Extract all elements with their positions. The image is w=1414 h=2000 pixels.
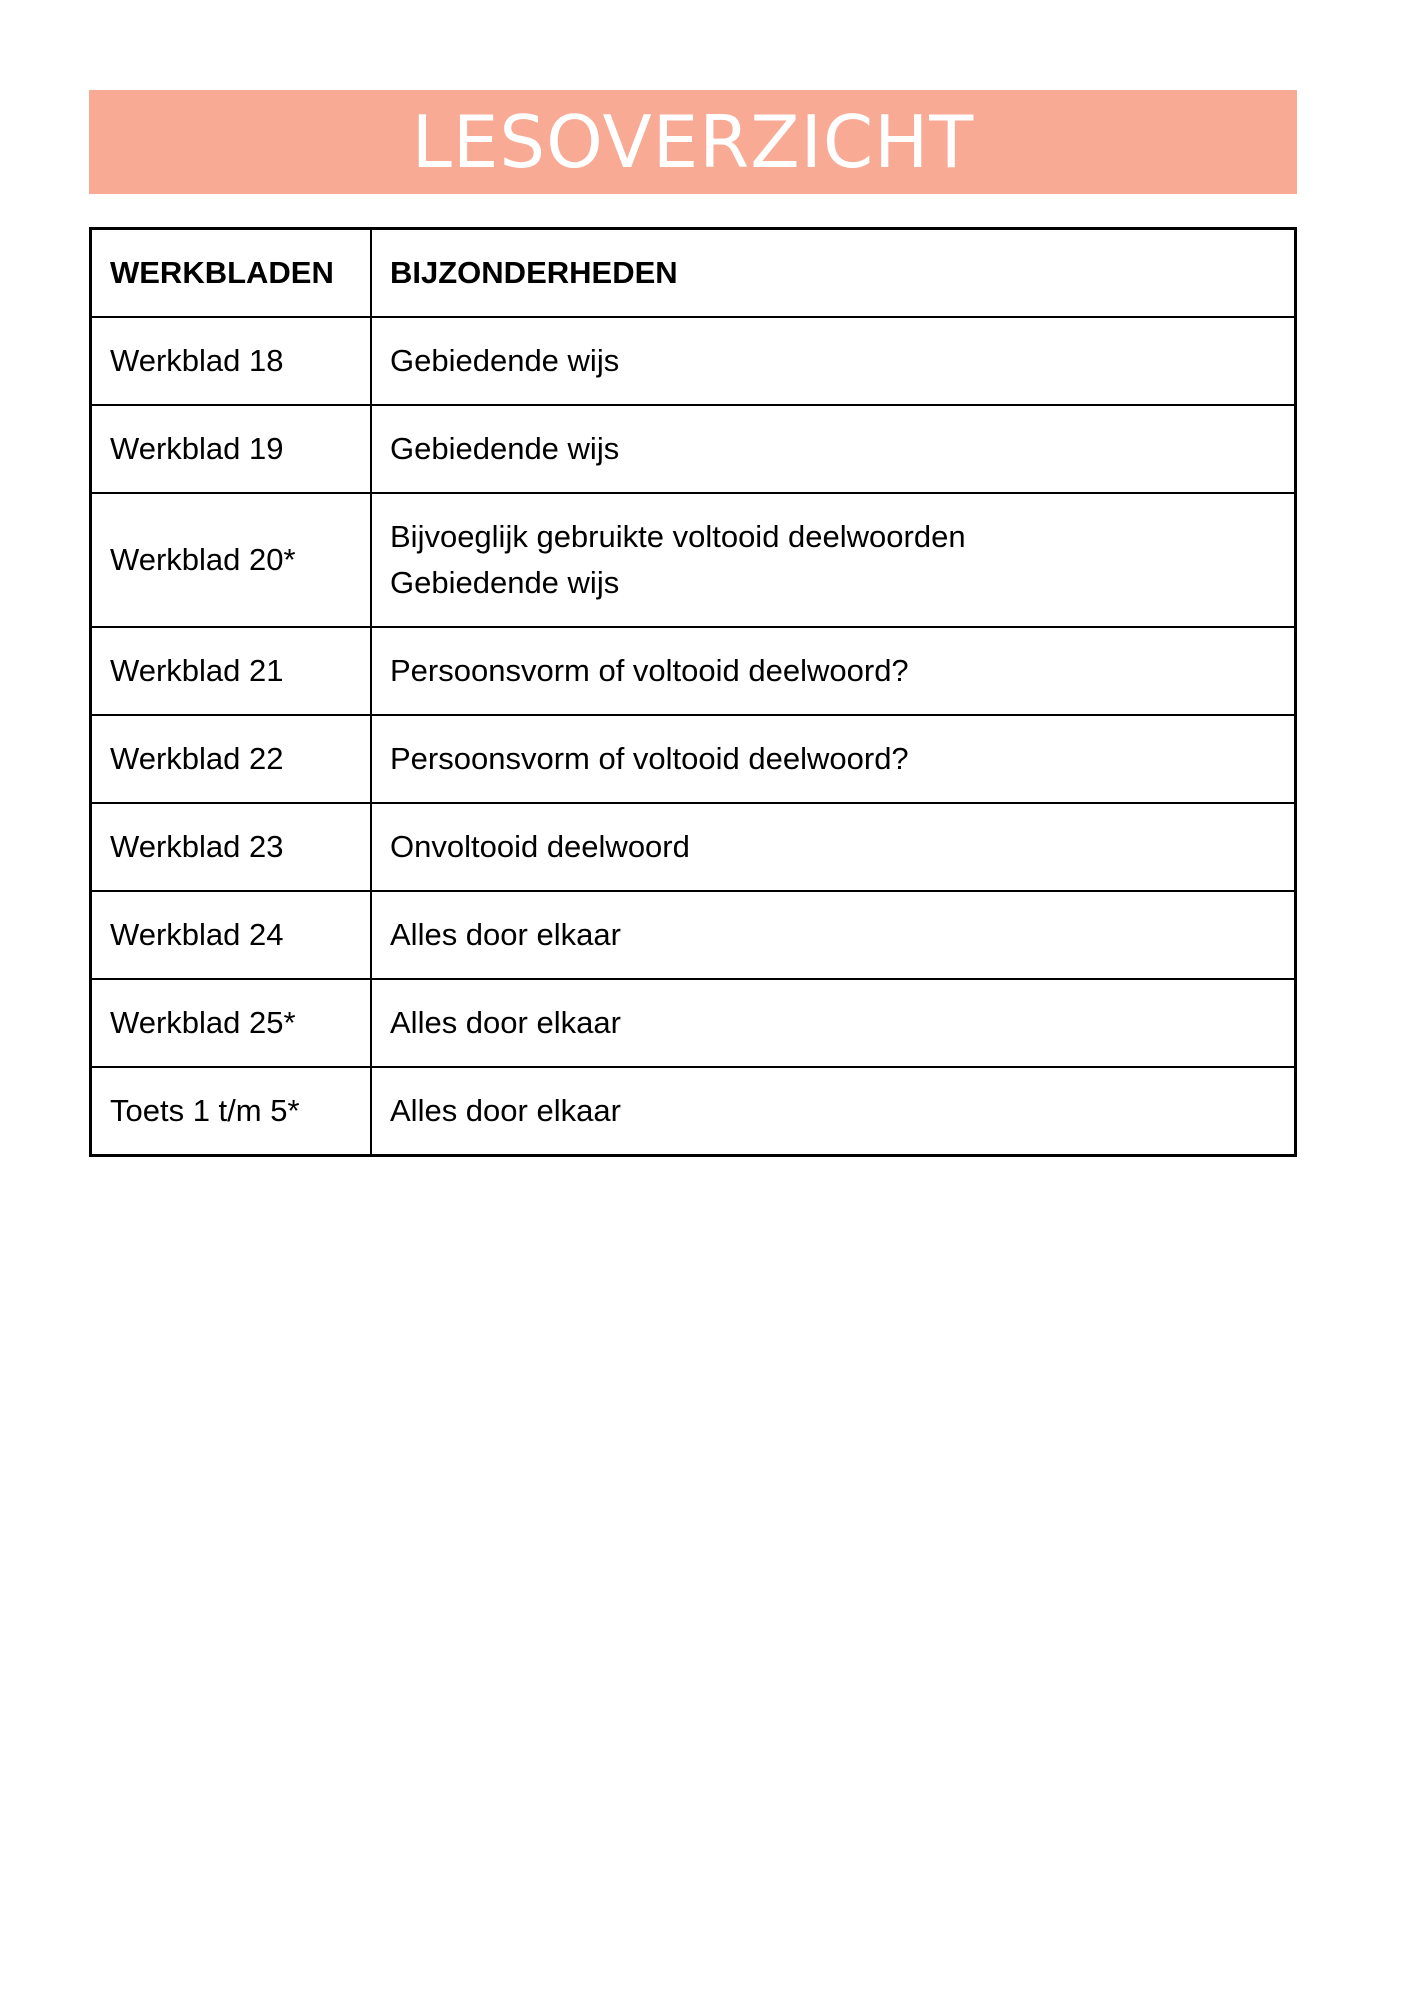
details-line: Gebiedende wijs (390, 431, 620, 466)
worksheet-cell: Werkblad 25* (91, 979, 372, 1067)
title-banner (89, 90, 1297, 194)
table-row (91, 1067, 1296, 1156)
table-row (91, 405, 1296, 493)
details-cell (371, 803, 1296, 891)
page-title: LESOVERZICHT (411, 100, 975, 184)
details-cell (371, 405, 1296, 493)
worksheet-cell: Toets 1 t/m 5* (91, 1067, 372, 1156)
details-cell (371, 979, 1296, 1067)
details-cell (371, 317, 1296, 405)
column-header-bijzonderheden: BIJZONDERHEDEN (371, 229, 1296, 318)
details-cell (371, 1067, 1296, 1156)
worksheet-cell: Werkblad 19 (91, 405, 372, 493)
worksheet-cell: Werkblad 23 (91, 803, 372, 891)
table-row (91, 891, 1296, 979)
details-cell (371, 493, 1296, 627)
details-cell (371, 715, 1296, 803)
details-line: Gebiedende wijs (390, 565, 620, 600)
table-row (91, 627, 1296, 715)
worksheet-cell: Werkblad 20* (91, 493, 372, 627)
details-line: Alles door elkaar (390, 1005, 621, 1040)
details-cell (371, 627, 1296, 715)
details-line: Onvoltooid deelwoord (390, 829, 690, 864)
table-row (91, 493, 1296, 627)
details-line: Alles door elkaar (390, 1093, 621, 1128)
column-header-werkbladen: WERKBLADEN (91, 229, 372, 318)
lesson-overview-table (89, 227, 1297, 1157)
table-header-row (91, 229, 1296, 318)
details-line: Persoonsvorm of voltooid deelwoord? (390, 741, 909, 776)
worksheet-cell: Werkblad 22 (91, 715, 372, 803)
worksheet-cell: Werkblad 24 (91, 891, 372, 979)
worksheet-cell: Werkblad 18 (91, 317, 372, 405)
table-row (91, 715, 1296, 803)
table-row (91, 803, 1296, 891)
details-line: Gebiedende wijs (390, 343, 620, 378)
details-line: Persoonsvorm of voltooid deelwoord? (390, 653, 909, 688)
details-cell (371, 891, 1296, 979)
details-line: Bijvoeglijk gebruikte voltooid deelwoorden (390, 519, 966, 554)
table-row (91, 979, 1296, 1067)
table-row (91, 317, 1296, 405)
worksheet-cell: Werkblad 21 (91, 627, 372, 715)
details-line: Alles door elkaar (390, 917, 621, 952)
